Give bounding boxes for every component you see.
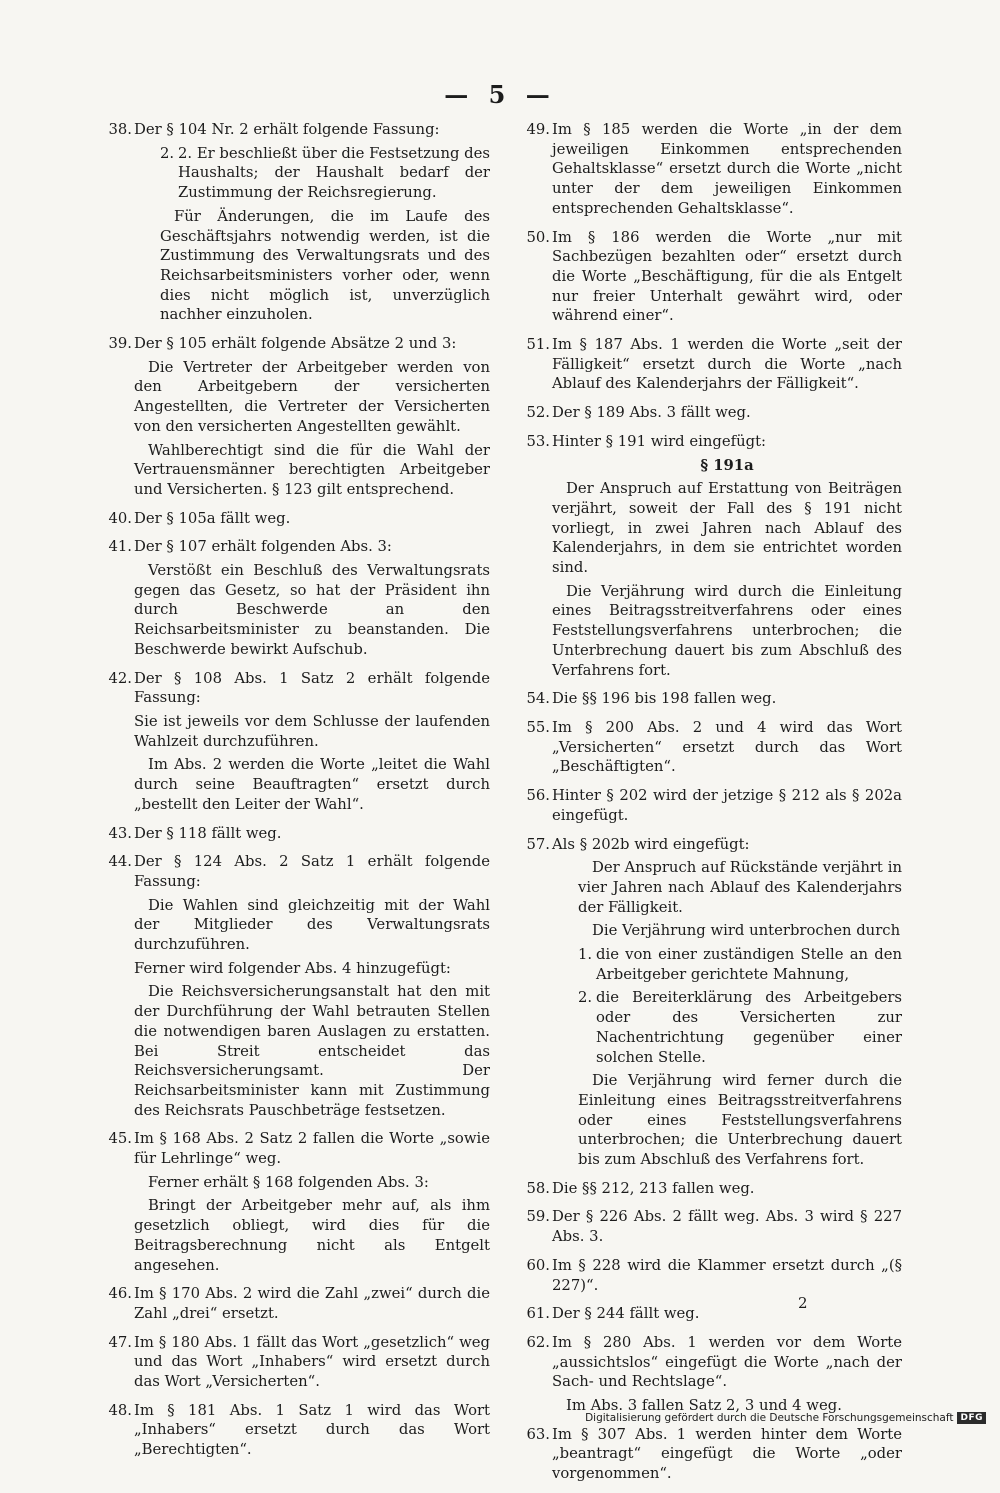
list-item: 41. Der § 107 erhält folgenden Abs. 3: Verstößt ein Beschluß des Verwaltungsrats gegen das Gesetz, so hat der Präsident ihn durch Beschwerde an den Reichsarbeitsminister zu beanstanden. Die Beschwerde bewirkt Aufschub. <box>108 538 490 658</box>
list-item: 45. Im § 168 Abs. 2 Satz 2 fallen die Worte „sowie für Lehrlinge“ weg. Ferner erhält § 168 folgenden Abs. 3: Bringt der Arbeitgeber mehr auf, als ihm gesetzlich obliegt, wird dies für die Beitragsberechnung nicht als Entgelt angesehen. <box>108 1130 490 1274</box>
left-column <box>104 120 490 1469</box>
list-item: 38. Der § 104 Nr. 2 erhält folgende Fassung: 2. 2. Er beschließt über die Festsetzung des Haushalts; der Haushalt bedarf der Zustimmung der Reichsregierung. Für Änderungen, die im Laufe des Geschäftsjahrs notwendig werden, ist die Zustimmung des Verwaltungsrats und des Reichsarbeitsministers vorher oder, wenn dies nicht möglich ist, unverzüglich nachher einzuholen. <box>108 121 490 324</box>
list-item: 54. Die §§ 196 bis 198 fallen weg. <box>526 690 777 708</box>
sheet-signature: 2 <box>798 1294 808 1312</box>
list-item: 40. Der § 105a fällt weg. <box>108 509 291 527</box>
list-item: 50. Im § 186 werden die Worte „nur mit Sachbezügen bezahlten oder“ ersetzt durch die Worte „Beschäftigung, für die als Entgelt nur freier Unterhalt gewährt wird, oder während einer“. <box>526 228 902 325</box>
list-item: 42. Der § 108 Abs. 1 Satz 2 erhält folgende Fassung: Sie ist jeweils vor dem Schlusse der laufenden Wahlzeit durchzuführen. Im Abs. 2 werden die Worte „leitet die Wahl durch seine Beauftragten“ ersetzt durch „bestellt den Leiter der Wahl“. <box>108 669 490 813</box>
list-item: 51. Im § 187 Abs. 1 werden die Worte „seit der Fälligkeit“ ersetzt durch die Worte „nach Ablauf des Kalenderjahrs der Fälligkeit“. <box>526 336 902 393</box>
list-item: 49. Im § 185 werden die Worte „in der dem jeweiligen Einkommen entsprechenden Gehaltsklasse“ ersetzt durch die Worte „nicht unter der dem jeweiligen Einkommen entsprechenden Gehaltsklasse“. <box>526 121 902 217</box>
list-item: 59. Der § 226 Abs. 2 fällt weg. Abs. 3 wird § 227 Abs. 3. <box>526 1208 902 1246</box>
section-heading: § 191a <box>700 456 754 474</box>
list-item: 57. Als § 202b wird eingefügt: Der Anspruch auf Rückstände verjährt in vier Jahren nach Ablauf des Kalenderjahrs der Fälligkeit. Die Verjährung wird unterbrochen durch 1. die von einer zuständigen Stelle an den Arbeitgeber gerichtete Mahnung, 2. die Bereiterklärung des Arbeitgebers oder des Versicherten zur Nachentrichtung gegenüber einer solchen Stelle. Die Verjährung wird ferner durch die Einleitung eines Beitragsstreitverfahrens oder eines Feststellungsverfahrens unterbrochen; die Unterbrechung dauert bis zum Abschluß des Verfahrens fort. <box>526 835 902 1169</box>
list-item: 53. Hinter § 191 wird eingefügt: § 191a Der Anspruch auf Erstattung von Beiträgen verjährt, soweit der Fall des § 191 nicht vorliegt, in zwei Jahren nach Ablauf des Kalenderjahrs, in dem sie entrichtet worden sind. Die Verjährung wird durch die Einleitung eines Beitragsstreitverfahrens oder eines Feststellungsverfahrens unterbrochen; die Unterbrechung dauert bis zum Abschluß des Verfahrens fort. <box>526 432 902 679</box>
list-item: 56. Hinter § 202 wird der jetzige § 212 als § 202a eingefügt. <box>526 787 902 824</box>
list-item: 58. Die §§ 212, 213 fallen weg. <box>526 1179 755 1197</box>
list-item: 60. Im § 228 wird die Klammer ersetzt durch „(§ 227)“. <box>526 1256 902 1294</box>
list-item: 46. Im § 170 Abs. 2 wird die Zahl „zwei“ durch die Zahl „drei“ ersetzt. <box>108 1285 490 1322</box>
list-item: 62. Im § 280 Abs. 1 werden vor dem Worte „aussichtslos“ eingefügt die Worte „nach der Sach- und Rechtslage“. Im Abs. 3 fallen Satz 2, 3 und 4 weg. <box>526 1333 902 1415</box>
list-item: 63. Im § 307 Abs. 1 werden hinter dem Worte „beantragt“ eingefügt die Worte „oder vorgenommen“. <box>526 1425 902 1483</box>
list-item: 52. Der § 189 Abs. 3 fällt weg. <box>526 404 751 422</box>
page-number: — 5 — <box>444 80 556 109</box>
list-item: 55. Im § 200 Abs. 2 und 4 wird das Wort „Versicherten“ ersetzt durch das Wort „Beschäftigten“. <box>526 718 902 776</box>
footer-credit: Digitalisierung gefördert durch die Deutsche Forschungsgemeinschaft <box>585 1412 954 1424</box>
list-item: 48. Im § 181 Abs. 1 Satz 1 wird das Wort „Inhabers“ ersetzt durch das Wort „Berechtigten“. <box>108 1401 490 1459</box>
dfg-logo-icon: DFG <box>957 1412 986 1424</box>
footer <box>585 1412 986 1424</box>
list-item: 44. Der § 124 Abs. 2 Satz 1 erhält folgende Fassung: Die Wahlen sind gleichzeitig mit der Wahl der Mitglieder des Verwaltungsrats durchzuführen. Ferner wird folgender Abs. 4 hinzugefügt: Die Reichsversicherungsanstalt hat den mit der Durchführung der Wahl betrauten Stellen die notwendigen baren Auslagen zu erstatten. Bei Streit entscheidet das Reichsversicherungsamt. Der Reichsarbeitsminister kann mit Zustimmung des Reichsrats Pauschbeträge festsetzen. <box>108 853 490 1119</box>
list-item: 61. Der § 244 fällt weg. <box>526 1305 700 1323</box>
list-item: 47. Im § 180 Abs. 1 fällt das Wort „gesetzlich“ weg und das Wort „Inhabers“ wird ersetzt durch das Wort „Versicherten“. <box>108 1333 490 1391</box>
list-item: 43. Der § 118 fällt weg. <box>108 824 282 842</box>
list-item: 39. Der § 105 erhält folgende Absätze 2 und 3: Die Vertreter der Arbeitgeber werden von den Arbeitgebern der versicherten Angestellten, die Vertreter der Versicherten von den versicherten Angestellten gewählt. Wahlberechtigt sind die für die Wahl der Vertrauensmänner berechtigten Arbeitgeber und Versicherten. § 123 gilt entsprechend. <box>108 335 490 498</box>
right-column <box>522 120 902 1493</box>
